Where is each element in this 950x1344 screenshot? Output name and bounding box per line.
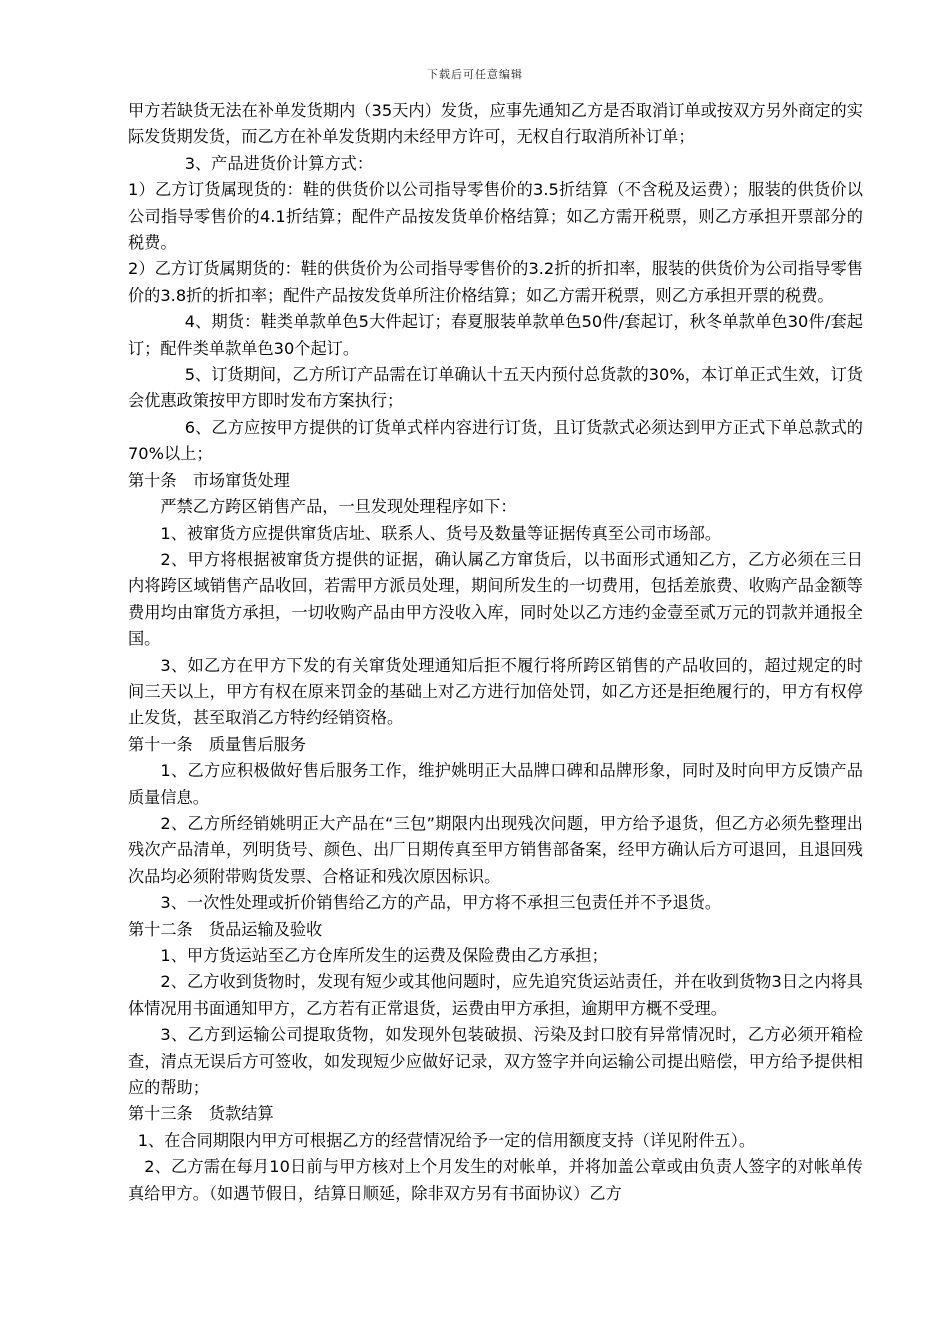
paragraph: 1、在合同期限内甲方可根据乙方的经营情况给予一定的信用额度支持（详见附件五）。 [137, 1130, 756, 1150]
section-heading: 第十三条 货款结算 [128, 1104, 274, 1124]
paragraph: 2、乙方需在每月10日前与甲方核对上个月发生的对帐单，并将加盖公章或由负责人签字的对帐单传真给甲方。（如遇节假日，结算日顺延，除非双方另有书面协议）乙方 [128, 1157, 863, 1203]
paragraph: 1、甲方货运站至乙方仓库所发生的运费及保险费由乙方承担； [160, 946, 608, 965]
paragraph: 2）乙方订货属期货的：鞋的供货价为公司指导零售价的3.2折的折扣率，服装的供货价为公司指导零售价的3.8折的折扣率；配件产品按发货单所注价格结算；如乙方需开税票，则乙方承担开票的税费。 [128, 259, 863, 305]
paragraph: 2、乙方所经销姚明正大产品在“三包”期限内出现残次问题，甲方给予退货，但乙方必须先整理出残次产品清单，列明货号、颜色、出厂日期传真至甲方销售部备案，经甲方确认后方可退回，且退回残次品均必须附带购货发票、合格证和残次原因标识。 [128, 813, 863, 886]
paragraph: 4、期货：鞋类单款单色5大件起订；春夏服装单款单色50件/套起订，秋冬单款单色30件/套起订；配件类单款单色30个起订。 [128, 312, 863, 358]
section-heading: 第十一条 质量售后服务 [128, 734, 307, 754]
document-body [128, 98, 863, 1207]
page-header: 下载后可任意编辑 [427, 68, 523, 81]
paragraph: 2、甲方将根据被窜货方提供的证据，确认属乙方窜货后，以书面形式通知乙方，乙方必须在三日内将跨区域销售产品收回，若需甲方派员处理，期间所发生的一切费用，包括差旅费、收购产品金额等费用均由窜货方承担，一切收购产品由甲方没收入库，同时处以乙方违约金壹至贰万元的罚款并通报全国。 [128, 549, 863, 649]
paragraph: 甲方若缺货无法在补单发货期内（35天内）发货，应事先通知乙方是否取消订单或按双方另外商定的实际发货期发货，而乙方在补单发货期内未经甲方许可，无权自行取消所补订单； [128, 101, 863, 147]
paragraph: 3、乙方到运输公司提取货物，如发现外包装破损、污染及封口胶有异常情况时，乙方必须开箱检查，清点无误后方可签收，如发现短少应做好记录，双方签字并向运输公司提出赔偿，甲方给予提供相应的帮助； [128, 1025, 863, 1098]
paragraph: 5、订货期间，乙方所订产品需在订单确认十五天内预付总货款的30%，本订单正式生效，订货会优惠政策按甲方即时发布方案执行； [128, 365, 863, 411]
section-heading: 第十二条 货品运输及验收 [128, 919, 323, 939]
paragraph: 2、乙方收到货物时，发现有短少或其他问题时，应先追究货运站责任，并在收到货物3日之内将具体情况用书面通知甲方，乙方若有正常退货，运费由甲方承担，逾期甲方概不受理。 [128, 972, 863, 1018]
paragraph: 1）乙方订货属现货的：鞋的供货价以公司指导零售价的3.5折结算（不含税及运费）；服装的供货价以公司指导零售价的4.1折结算；配件产品按发货单价格结算；如乙方需开税票，则乙方承担开票部分的税费。 [128, 180, 863, 253]
paragraph: 3、如乙方在甲方下发的有关窜货处理通知后拒不履行将所跨区销售的产品收回的，超过规定的时间三天以上，甲方有权在原来罚金的基础上对乙方进行加倍处罚，如乙方还是拒绝履行的，甲方有权停止发货，甚至取消乙方特约经销资格。 [128, 655, 863, 728]
paragraph: 3、一次性处理或折价销售给乙方的产品，甲方将不承担三包责任并不予退货。 [160, 893, 722, 913]
paragraph: 严禁乙方跨区销售产品，一旦发现处理程序如下： [160, 497, 517, 517]
paragraph: 1、乙方应积极做好售后服务工作，维护姚明正大品牌口碑和品牌形象，同时及时向甲方反馈产品质量信息。 [128, 761, 863, 807]
paragraph: 6、乙方应按甲方提供的订货单式样内容进行订货，且订货款式必须达到甲方正式下单总款式的70%以上； [128, 417, 863, 464]
paragraph: 1、被窜货方应提供窜货店址、联系人、货号及数量等证据传真至公司市场部。 [160, 523, 722, 543]
paragraph: 3、产品进货价计算方式： [184, 153, 374, 173]
section-heading: 第十条 市场窜货处理 [128, 470, 290, 490]
